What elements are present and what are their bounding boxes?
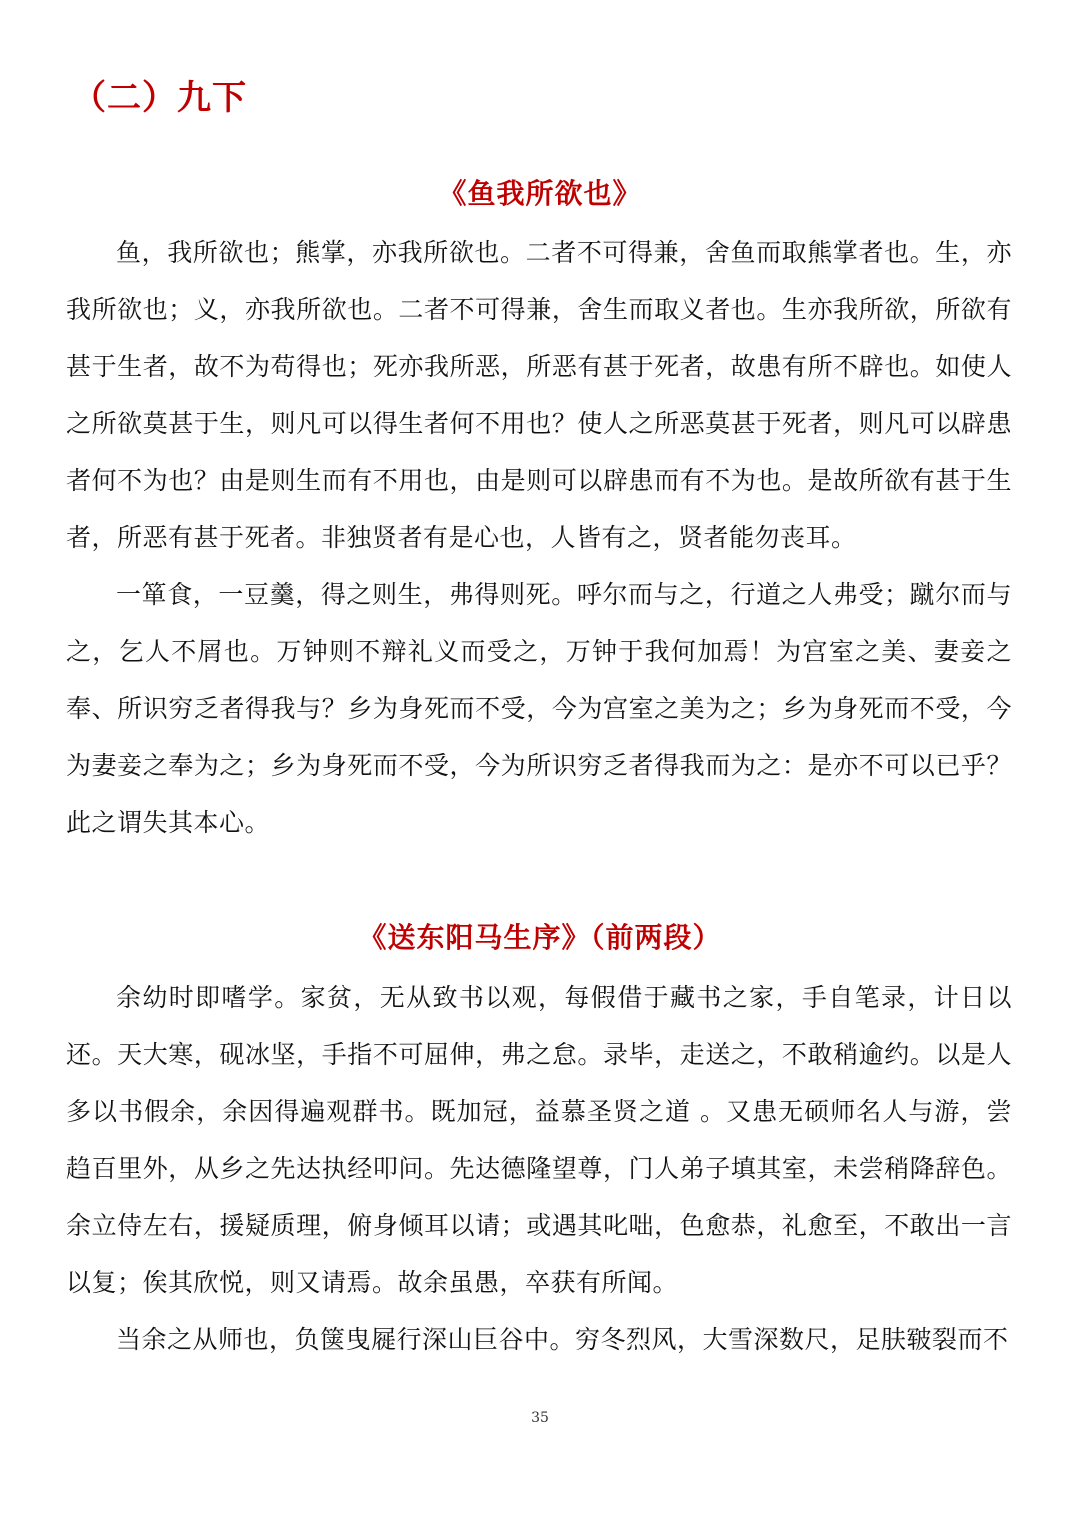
paragraph: 余幼时即嗜学。家贫，无从致书以观，每假借于藏书之家，手自笔录，计日以还。天大寒，砚冰坚，手指不可屈伸，弗之怠。录毕，走送之，不敢稍逾约。以是人多以书假余，余因得遍观群书。既加冠，益慕圣贤之道 。又患无硕师名人与游，尝趋百里外，从乡之先达执经叩问。先达德隆望尊，门人弟子填其室，未尝稍降辞色。余立侍左右，援疑质理，俯身倾耳以请；或遇其叱咄，色愈恭，礼愈至，不敢出一言以复；俟其欣悦，则又请焉。故余虽愚，卒获有所闻。: [66, 983, 1012, 1297]
paragraph: 鱼，我所欲也；熊掌，亦我所欲也。二者不可得兼，舍鱼而取熊掌者也。生，亦我所欲也；义，亦我所欲也。二者不可得兼，舍生而取义者也。生亦我所欲，所欲有甚于生者，故不为苟得也；死亦我所恶，所恶有甚于死者，故患有所不辟也。如使人之所欲莫甚于生，则凡可以得生者何不用也？使人之所恶莫甚于死者，则凡可以辟患者何不为也？由是则生而有不用也，由是则可以辟患而有不为也。是故所欲有甚于生者，所恶有甚于死者。非独贤者有是心也，人皆有之，贤者能勿丧耳。: [66, 238, 1012, 552]
paragraph: 一箪食，一豆羹，得之则生，弗得则死。呼尔而与之，行道之人弗受；蹴尔而与之，乞人不屑也。万钟则不辩礼义而受之，万钟于我何加焉！为宫室之美、妻妾之奉、所识穷乏者得我与？乡为身死而不受，今为宫室之美为之；乡为身死而不受，今为妻妾之奉为之；乡为身死而不受，今为所识穷乏者得我而为之：是亦不可以已乎？此之谓失其本心。: [66, 580, 1012, 837]
article-body-song-dong-yang-ma-sheng-xu: [66, 969, 1012, 1368]
article-body-yu-wo-suo-yu-ye: [66, 224, 1012, 851]
paragraph: 当余之从师也，负箧曳屣行深山巨谷中。穷冬烈风，大雪深数尺，足肤皲裂而不: [116, 1325, 1009, 1354]
section-heading: （二）九下: [72, 78, 247, 118]
page-number: 35: [531, 1410, 549, 1426]
article-title-yu-wo-suo-yu-ye: 《鱼我所欲也》: [438, 177, 642, 210]
article-title-song-dong-yang-ma-sheng-xu: 《送东阳马生序》（前两段）: [358, 921, 722, 954]
